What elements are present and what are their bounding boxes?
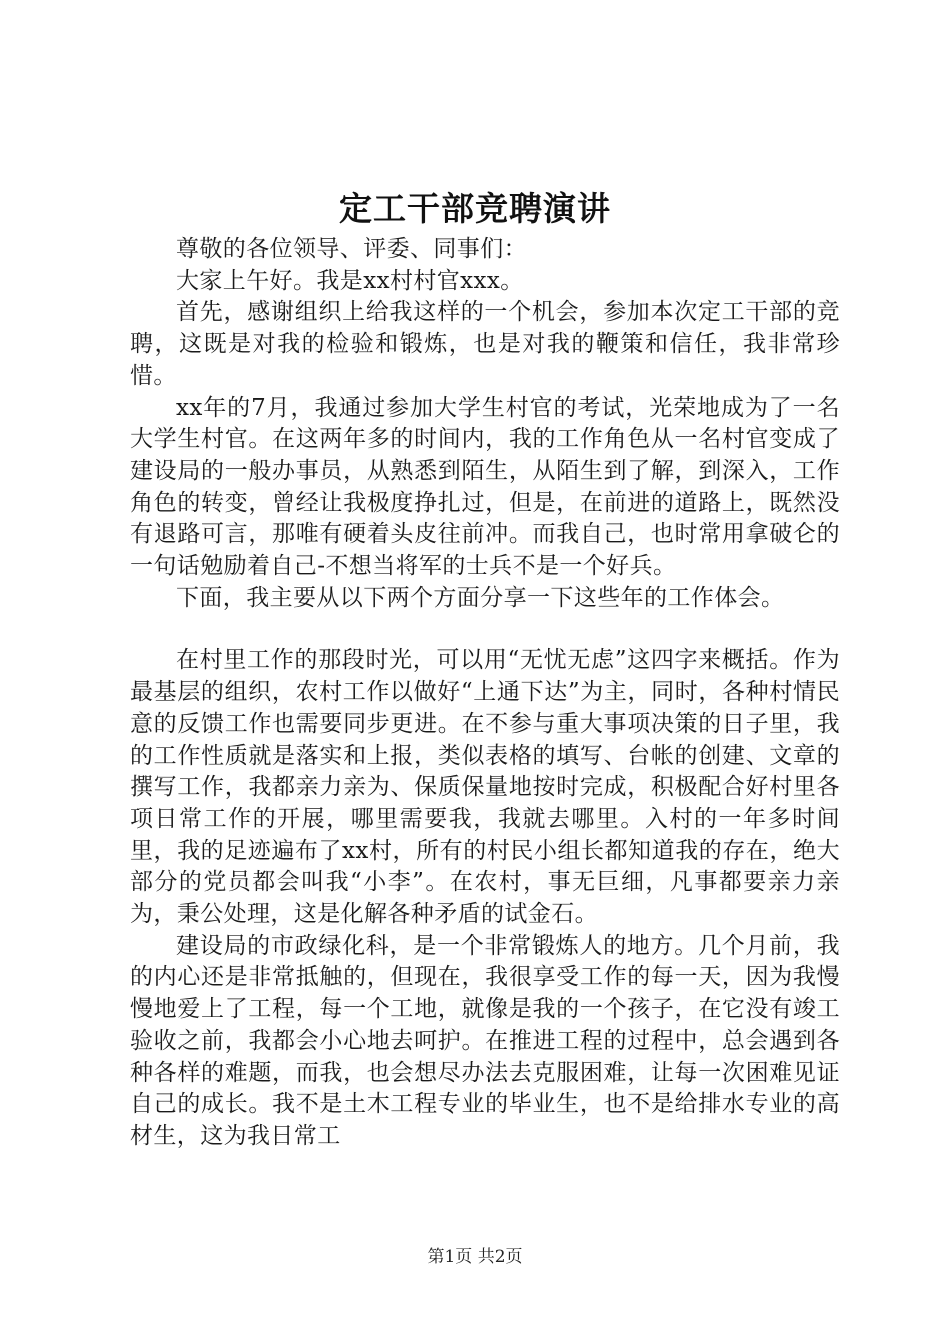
body-paragraph: 首先，感谢组织上给我这样的一个机会，参加本次定工干部的竞聘，这既是对我的检验和锻炼，也是对我的鞭策和信任，我非常珍惜。 bbox=[130, 299, 840, 389]
body-paragraph: 建设局的市政绿化科，是一个非常锻炼人的地方。几个月前，我的内心还是非常抵触的，但现在，我很享受工作的每一天，因为我慢慢地爱上了工程，每一个工地，就像是我的一个孩子，在它没有竣工验收之前，我都会小心地去呵护。在推进工程的过程中，总会遇到各种各样的难题，而我，也会想尽办法去克服困难，让每一次困难见证自己的成长。我不是土木工程专业的毕业生，也不是给排水专业的高材生，这为我日常工 bbox=[130, 932, 840, 1149]
document-title: 定工干部竞聘演讲 bbox=[339, 189, 611, 228]
salutation-paragraph: 尊敬的各位领导、评委、同事们： bbox=[176, 236, 527, 262]
page-footer: 第1页 共2页 bbox=[427, 1247, 523, 1267]
document-body bbox=[130, 234, 840, 1153]
body-paragraph: xx年的7月，我通过参加大学生村官的考试，光荣地成为了一名大学生村官。在这两年多的时间内，我的工作角色从一名村官变成了建设局的一般办事员，从熟悉到陌生，从陌生到了解，到深入，工作角色的转变，曾经让我极度挣扎过，但是，在前进的道路上，既然没有退路可言，那唯有硬着头皮往前冲。而我自己，也时常用拿破仑的一句话勉励着自己-不想当将军的士兵不是一个好兵。 bbox=[130, 394, 840, 580]
greeting-paragraph: 大家上午好。我是xx村村官xxx。 bbox=[176, 267, 524, 294]
body-paragraph: 在村里工作的那段时光，可以用“无忧无虑”这四字来概括。作为最基层的组织，农村工作以做好“上通下达”为主，同时，各种村情民意的反馈工作也需要同步更进。在不参与重大事项决策的日子里，我的工作性质就是落实和上报，类似表格的填写、台帐的创建、文章的撰写工作，我都亲力亲为、保质保量地按时完成，积极配合好村里各项日常工作的开展，哪里需要我，我就去哪里。入村的一年多时间里，我的足迹遍布了xx村，所有的村民小组长都知道我的存在，绝大部分的党员都会叫我“小李”。在农村，事无巨细，凡事都要亲力亲为，秉公处理，这是化解各种矛盾的试金石。 bbox=[130, 647, 840, 928]
body-paragraph: 下面，我主要从以下两个方面分享一下这些年的工作体会。 bbox=[176, 584, 785, 611]
